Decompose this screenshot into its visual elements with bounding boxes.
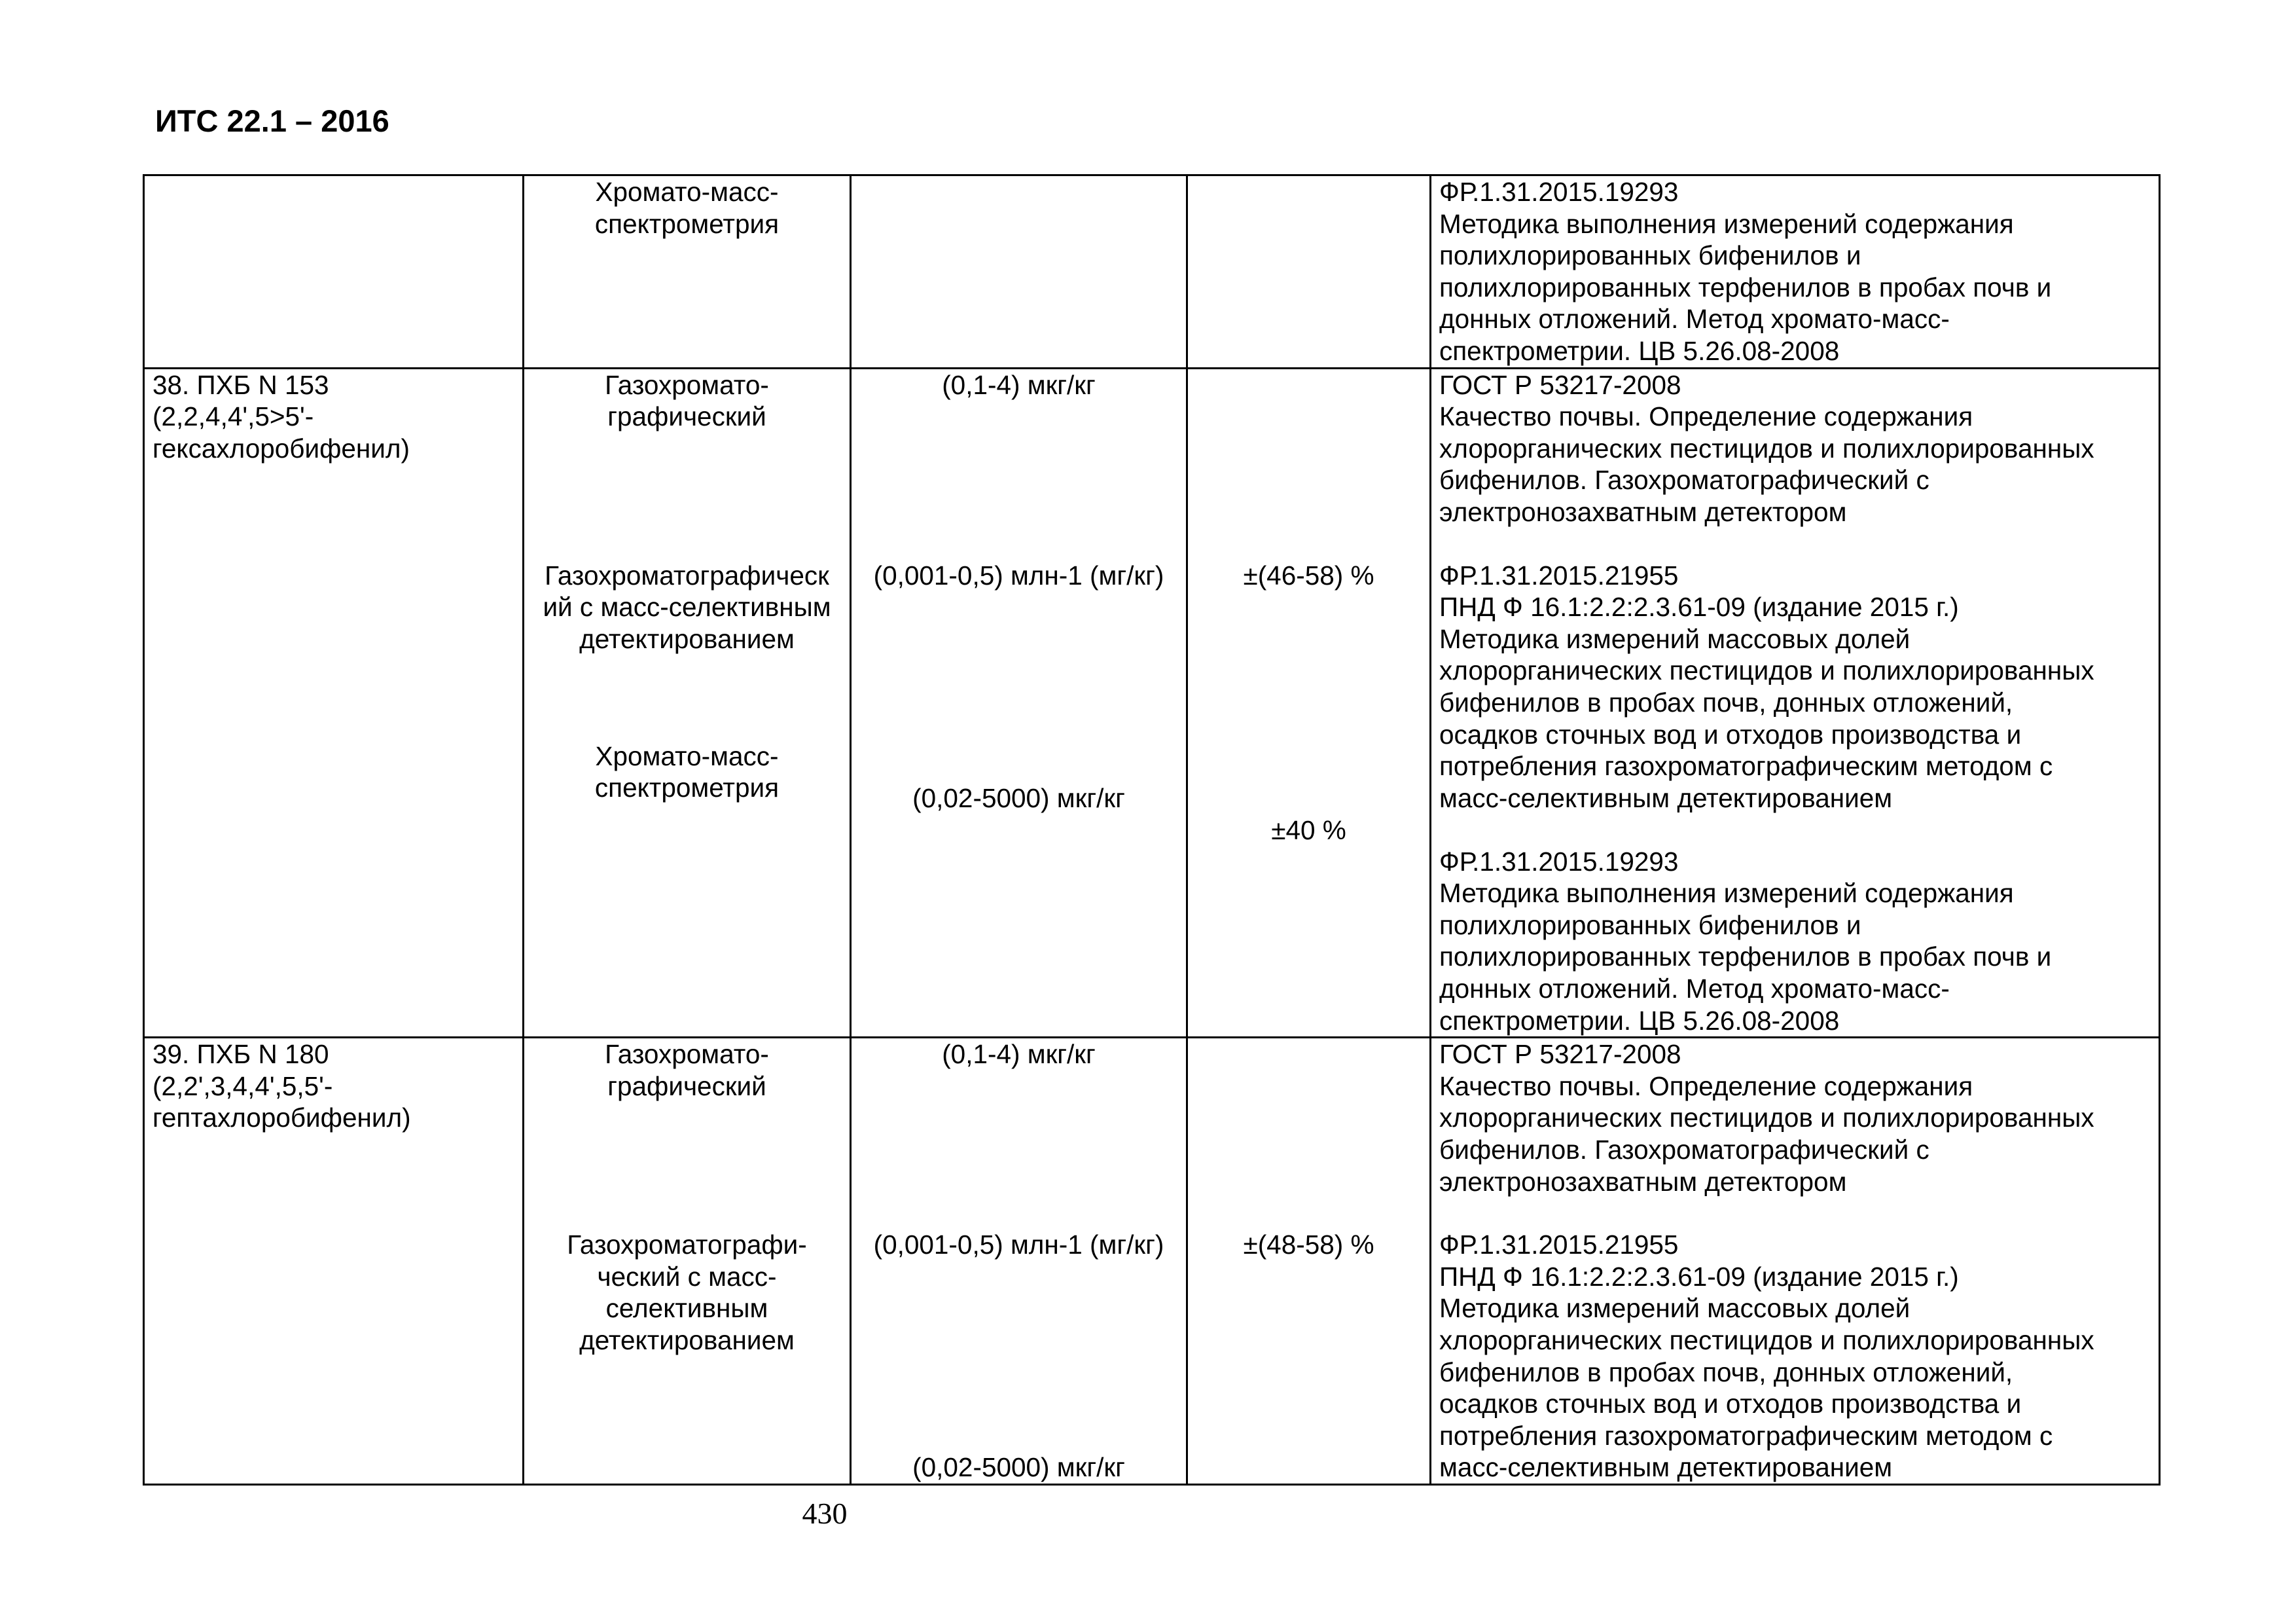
- substance-cell: [144, 175, 524, 369]
- document-cell: [1431, 175, 2160, 369]
- error-cell: [1187, 1038, 1431, 1485]
- method-text: Газохромато- графический: [605, 369, 769, 432]
- method-cell: [524, 175, 851, 369]
- method-text: Хромато-масс- спектрометрия: [594, 177, 780, 239]
- method-cell: [524, 1038, 851, 1485]
- range-cell: [851, 1038, 1187, 1485]
- range-text: (0,001-0,5) млн-1 (мг/кг): [873, 560, 1164, 591]
- table-row-continuation: [144, 175, 2160, 369]
- range-text: (0,02-5000) мкг/кг: [912, 782, 1125, 813]
- error-text: ±40 %: [1271, 814, 1346, 845]
- measurement-methods-table: [143, 174, 2161, 1486]
- method-text: Газохромато- графический: [605, 1039, 769, 1101]
- substance-cell: [144, 368, 524, 1038]
- substance-name: 38. ПХБ N 153 (2,2,4,4',5>5'- гексахлоробифенил): [152, 369, 410, 464]
- error-text: ±(48-58) %: [1243, 1230, 1374, 1260]
- substance-cell: [144, 1038, 524, 1485]
- range-text: (0,02-5000) мкг/кг: [912, 1452, 1125, 1483]
- document-cell: [1431, 1038, 2160, 1485]
- page-number: 430: [802, 1497, 848, 1530]
- error-cell: [1187, 368, 1431, 1038]
- substance-name: 39. ПХБ N 180 (2,2',3,4,4',5,5'- гептахлоробифенил): [152, 1039, 411, 1133]
- document-text: ФР.1.31.2015.21955 ПНД Ф 16.1:2.2:2.3.61-09 (издание 2015 г.) Методика измерений массовых долей хлорорганических пестицидов и полихлорированных бифенилов в пробах почв, донных отложений, осадков сточных вод и отходов производства и потребления газохроматографическим методом с масс-селективным детектированием: [1439, 560, 2094, 813]
- error-cell: [1187, 175, 1431, 369]
- method-text: Газохроматографическ ий с масс-селективным детектированием: [543, 560, 831, 654]
- document-text: ФР.1.31.2015.19293 Методика выполнения измерений содержания полихлорированных бифенилов и полихлорированных терфенилов в пробах почв и донных отложений. Метод хромато-масс- спектрометрии. ЦВ 5.26.08-2008: [1439, 177, 2052, 366]
- range-text: (0,1-4) мкг/кг: [942, 1039, 1096, 1070]
- range-cell: [851, 368, 1187, 1038]
- range-text: (0,001-0,5) млн-1 (мг/кг): [873, 1230, 1164, 1260]
- document-cell: [1431, 368, 2160, 1038]
- range-cell: [851, 175, 1187, 369]
- table-row-38: [144, 368, 2160, 1038]
- document-text: ФР.1.31.2015.19293 Методика выполнения измерений содержания полихлорированных бифенилов и полихлорированных терфенилов в пробах почв и донных отложений. Метод хромато-масс- спектрометрии. ЦВ 5.26.08-2008: [1439, 846, 2052, 1036]
- table-row-39: [144, 1038, 2160, 1485]
- method-text: Газохроматографи- ческий с масс- селективным детектированием: [567, 1230, 807, 1355]
- document-text: ГОСТ Р 53217-2008 Качество почвы. Определение содержания хлорорганических пестицидов и полихлорированных бифенилов. Газохроматографический с электронозахватным детектором: [1439, 1039, 2094, 1197]
- document-text: ФР.1.31.2015.21955 ПНД Ф 16.1:2.2:2.3.61-09 (издание 2015 г.) Методика измерений массовых долей хлорорганических пестицидов и полихлорированных бифенилов в пробах почв, донных отложений, осадков сточных вод и отходов производства и потребления газохроматографическим методом с масс-селективным детектированием: [1439, 1230, 2094, 1483]
- method-cell: [524, 368, 851, 1038]
- document-header: ИТС 22.1 – 2016: [155, 103, 389, 138]
- method-text: Хромато-масс- спектрометрия: [594, 740, 780, 803]
- error-text: ±(46-58) %: [1243, 560, 1374, 591]
- range-text: (0,1-4) мкг/кг: [942, 369, 1096, 400]
- document-text: ГОСТ Р 53217-2008 Качество почвы. Определение содержания хлорорганических пестицидов и полихлорированных бифенилов. Газохроматографический с электронозахватным детектором: [1439, 369, 2094, 527]
